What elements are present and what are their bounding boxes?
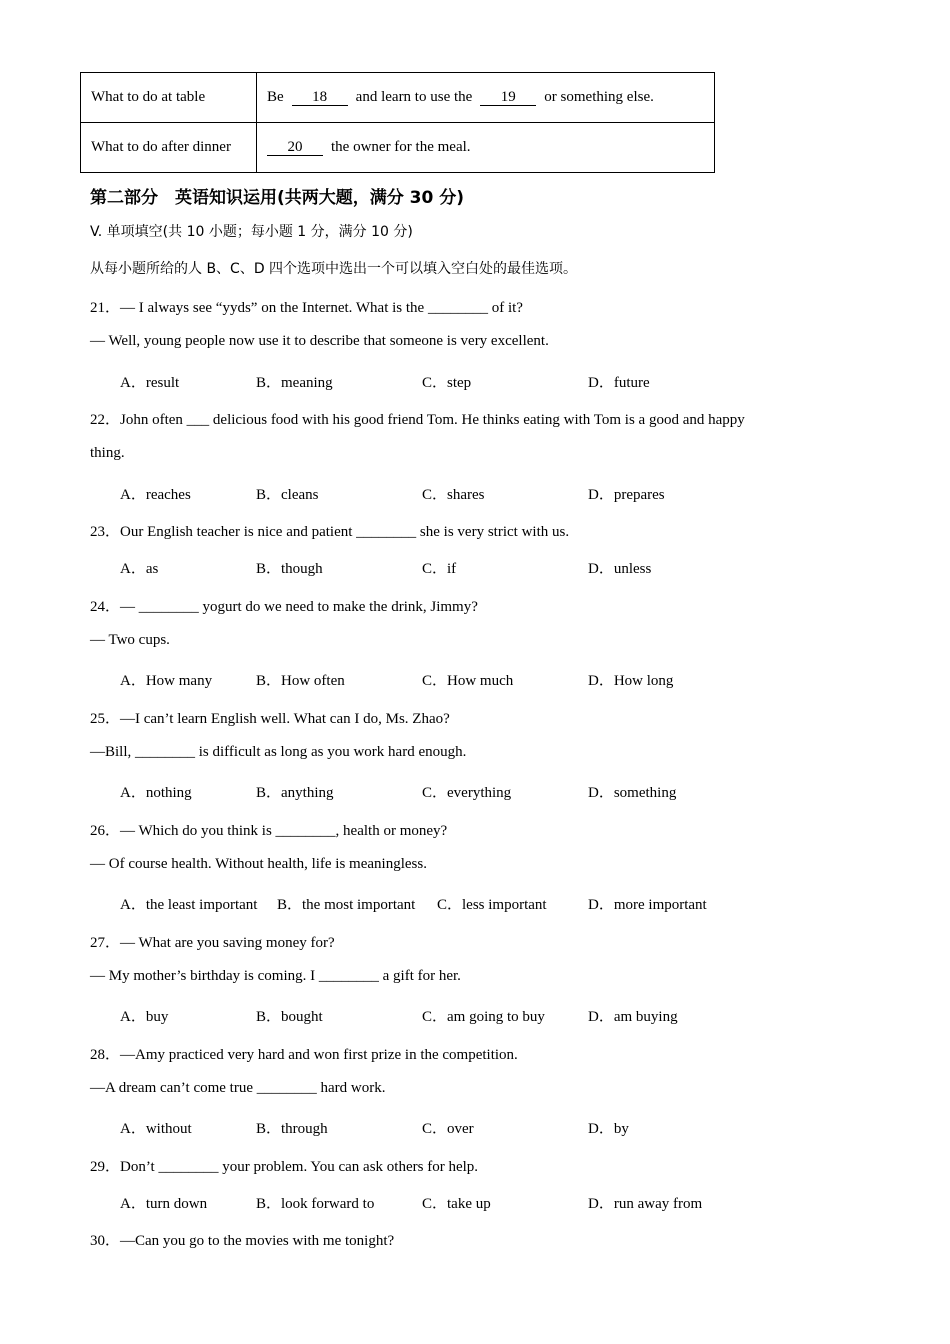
option-c: C．shares <box>422 487 485 503</box>
question-21-options <box>0 371 950 391</box>
question-25-stem: 25．—I can’t learn English well. What can I do, Ms. Zhao? <box>90 711 450 727</box>
option-a: A．buy <box>120 1009 169 1025</box>
text: and learn to use the <box>355 89 473 105</box>
option-c: C．if <box>422 561 457 577</box>
question-22-stem: 22．John often ___ delicious food with his good friend Tom. He thinks eating with Tom is a good and happy <box>90 412 745 428</box>
question-29-options <box>0 1192 950 1212</box>
option-c: C．step <box>422 375 472 391</box>
question-26-options <box>0 893 950 913</box>
instruction: 从每小题所给的人 B、C、D 四个选项中选出一个可以填入空白处的最佳选项。 <box>90 261 578 277</box>
option-d: D．am buying <box>588 1009 678 1025</box>
question-25-stem2: —Bill, ________ is difficult as long as you work hard enough. <box>90 744 467 760</box>
info-table <box>80 72 715 173</box>
row-label: What to do at table <box>81 73 257 123</box>
question-23-options <box>0 557 950 577</box>
option-c: C．less important <box>437 897 547 913</box>
question-22-stem2: thing. <box>90 445 125 461</box>
option-b: B．through <box>256 1121 328 1137</box>
part-heading: 第二部分 英语知识运用(共两大题，满分 30 分) <box>90 188 465 208</box>
option-a: A．turn down <box>120 1196 208 1212</box>
question-26-stem2: — Of course health. Without health, life is meaningless. <box>90 856 427 872</box>
question-28-stem: 28．—Amy practiced very hard and won first prize in the competition. <box>90 1047 518 1063</box>
option-a: A．without <box>120 1121 192 1137</box>
question-23-stem: 23．Our English teacher is nice and patient ________ she is very strict with us. <box>90 524 570 540</box>
option-d: D．more important <box>588 897 707 913</box>
question-24-options <box>0 669 950 689</box>
blank-19: 19 <box>480 89 536 106</box>
option-b: B．though <box>256 561 323 577</box>
option-a: A．How many <box>120 673 213 689</box>
option-d: D．unless <box>588 561 652 577</box>
question-24-stem: 24．— ________ yogurt do we need to make the drink, Jimmy? <box>90 599 478 615</box>
question-21-stem2: — Well, young people now use it to describe that someone is very excellent. <box>90 333 549 349</box>
option-b: B．anything <box>256 785 334 801</box>
option-d: D．by <box>588 1121 629 1137</box>
blank-18: 18 <box>292 89 348 106</box>
option-c: C．How much <box>422 673 514 689</box>
option-b: B．look forward to <box>256 1196 375 1212</box>
question-21-stem: 21．— I always see “yyds” on the Internet. What is the ________ of it? <box>90 300 523 316</box>
row-label: What to do after dinner <box>81 123 257 173</box>
section-heading: V. 单项填空(共 10 小题；每小题 1 分，满分 10 分) <box>90 224 413 240</box>
row-content <box>257 123 715 173</box>
option-b: B．cleans <box>256 487 319 503</box>
blank-20: 20 <box>267 139 323 156</box>
question-30-stem: 30．—Can you go to the movies with me tonight? <box>90 1233 395 1249</box>
question-22-options <box>0 483 950 503</box>
question-24-stem2: — Two cups. <box>90 632 170 648</box>
row-content <box>257 73 715 123</box>
option-b: B．How often <box>256 673 345 689</box>
option-b: B．the most important <box>277 897 416 913</box>
option-c: C．take up <box>422 1196 491 1212</box>
option-a: A．as <box>120 561 159 577</box>
text: Be <box>267 89 284 105</box>
question-27-stem: 27．— What are you saving money for? <box>90 935 335 951</box>
text: or something else. <box>544 89 654 105</box>
question-28-options <box>0 1117 950 1137</box>
question-25-options <box>0 781 950 801</box>
option-d: D．something <box>588 785 677 801</box>
question-27-stem2: — My mother’s birthday is coming. I ________ a gift for her. <box>90 968 461 984</box>
option-d: D．run away from <box>588 1196 703 1212</box>
option-c: C．over <box>422 1121 474 1137</box>
option-c: C．everything <box>422 785 512 801</box>
option-c: C．am going to buy <box>422 1009 545 1025</box>
option-a: A．result <box>120 375 180 391</box>
option-a: A．nothing <box>120 785 192 801</box>
option-d: D．How long <box>588 673 674 689</box>
table-row <box>81 73 715 123</box>
table-row <box>81 123 715 173</box>
option-d: D．prepares <box>588 487 665 503</box>
text: the owner for the meal. <box>331 139 471 155</box>
option-b: B．bought <box>256 1009 323 1025</box>
question-26-stem: 26．— Which do you think is ________, health or money? <box>90 823 448 839</box>
option-a: A．reaches <box>120 487 191 503</box>
question-28-stem2: —A dream can’t come true ________ hard work. <box>90 1080 386 1096</box>
option-b: B．meaning <box>256 375 333 391</box>
question-27-options <box>0 1005 950 1025</box>
option-d: D．future <box>588 375 650 391</box>
question-29-stem: 29．Don’t ________ your problem. You can ask others for help. <box>90 1159 479 1175</box>
option-a: A．the least important <box>120 897 258 913</box>
